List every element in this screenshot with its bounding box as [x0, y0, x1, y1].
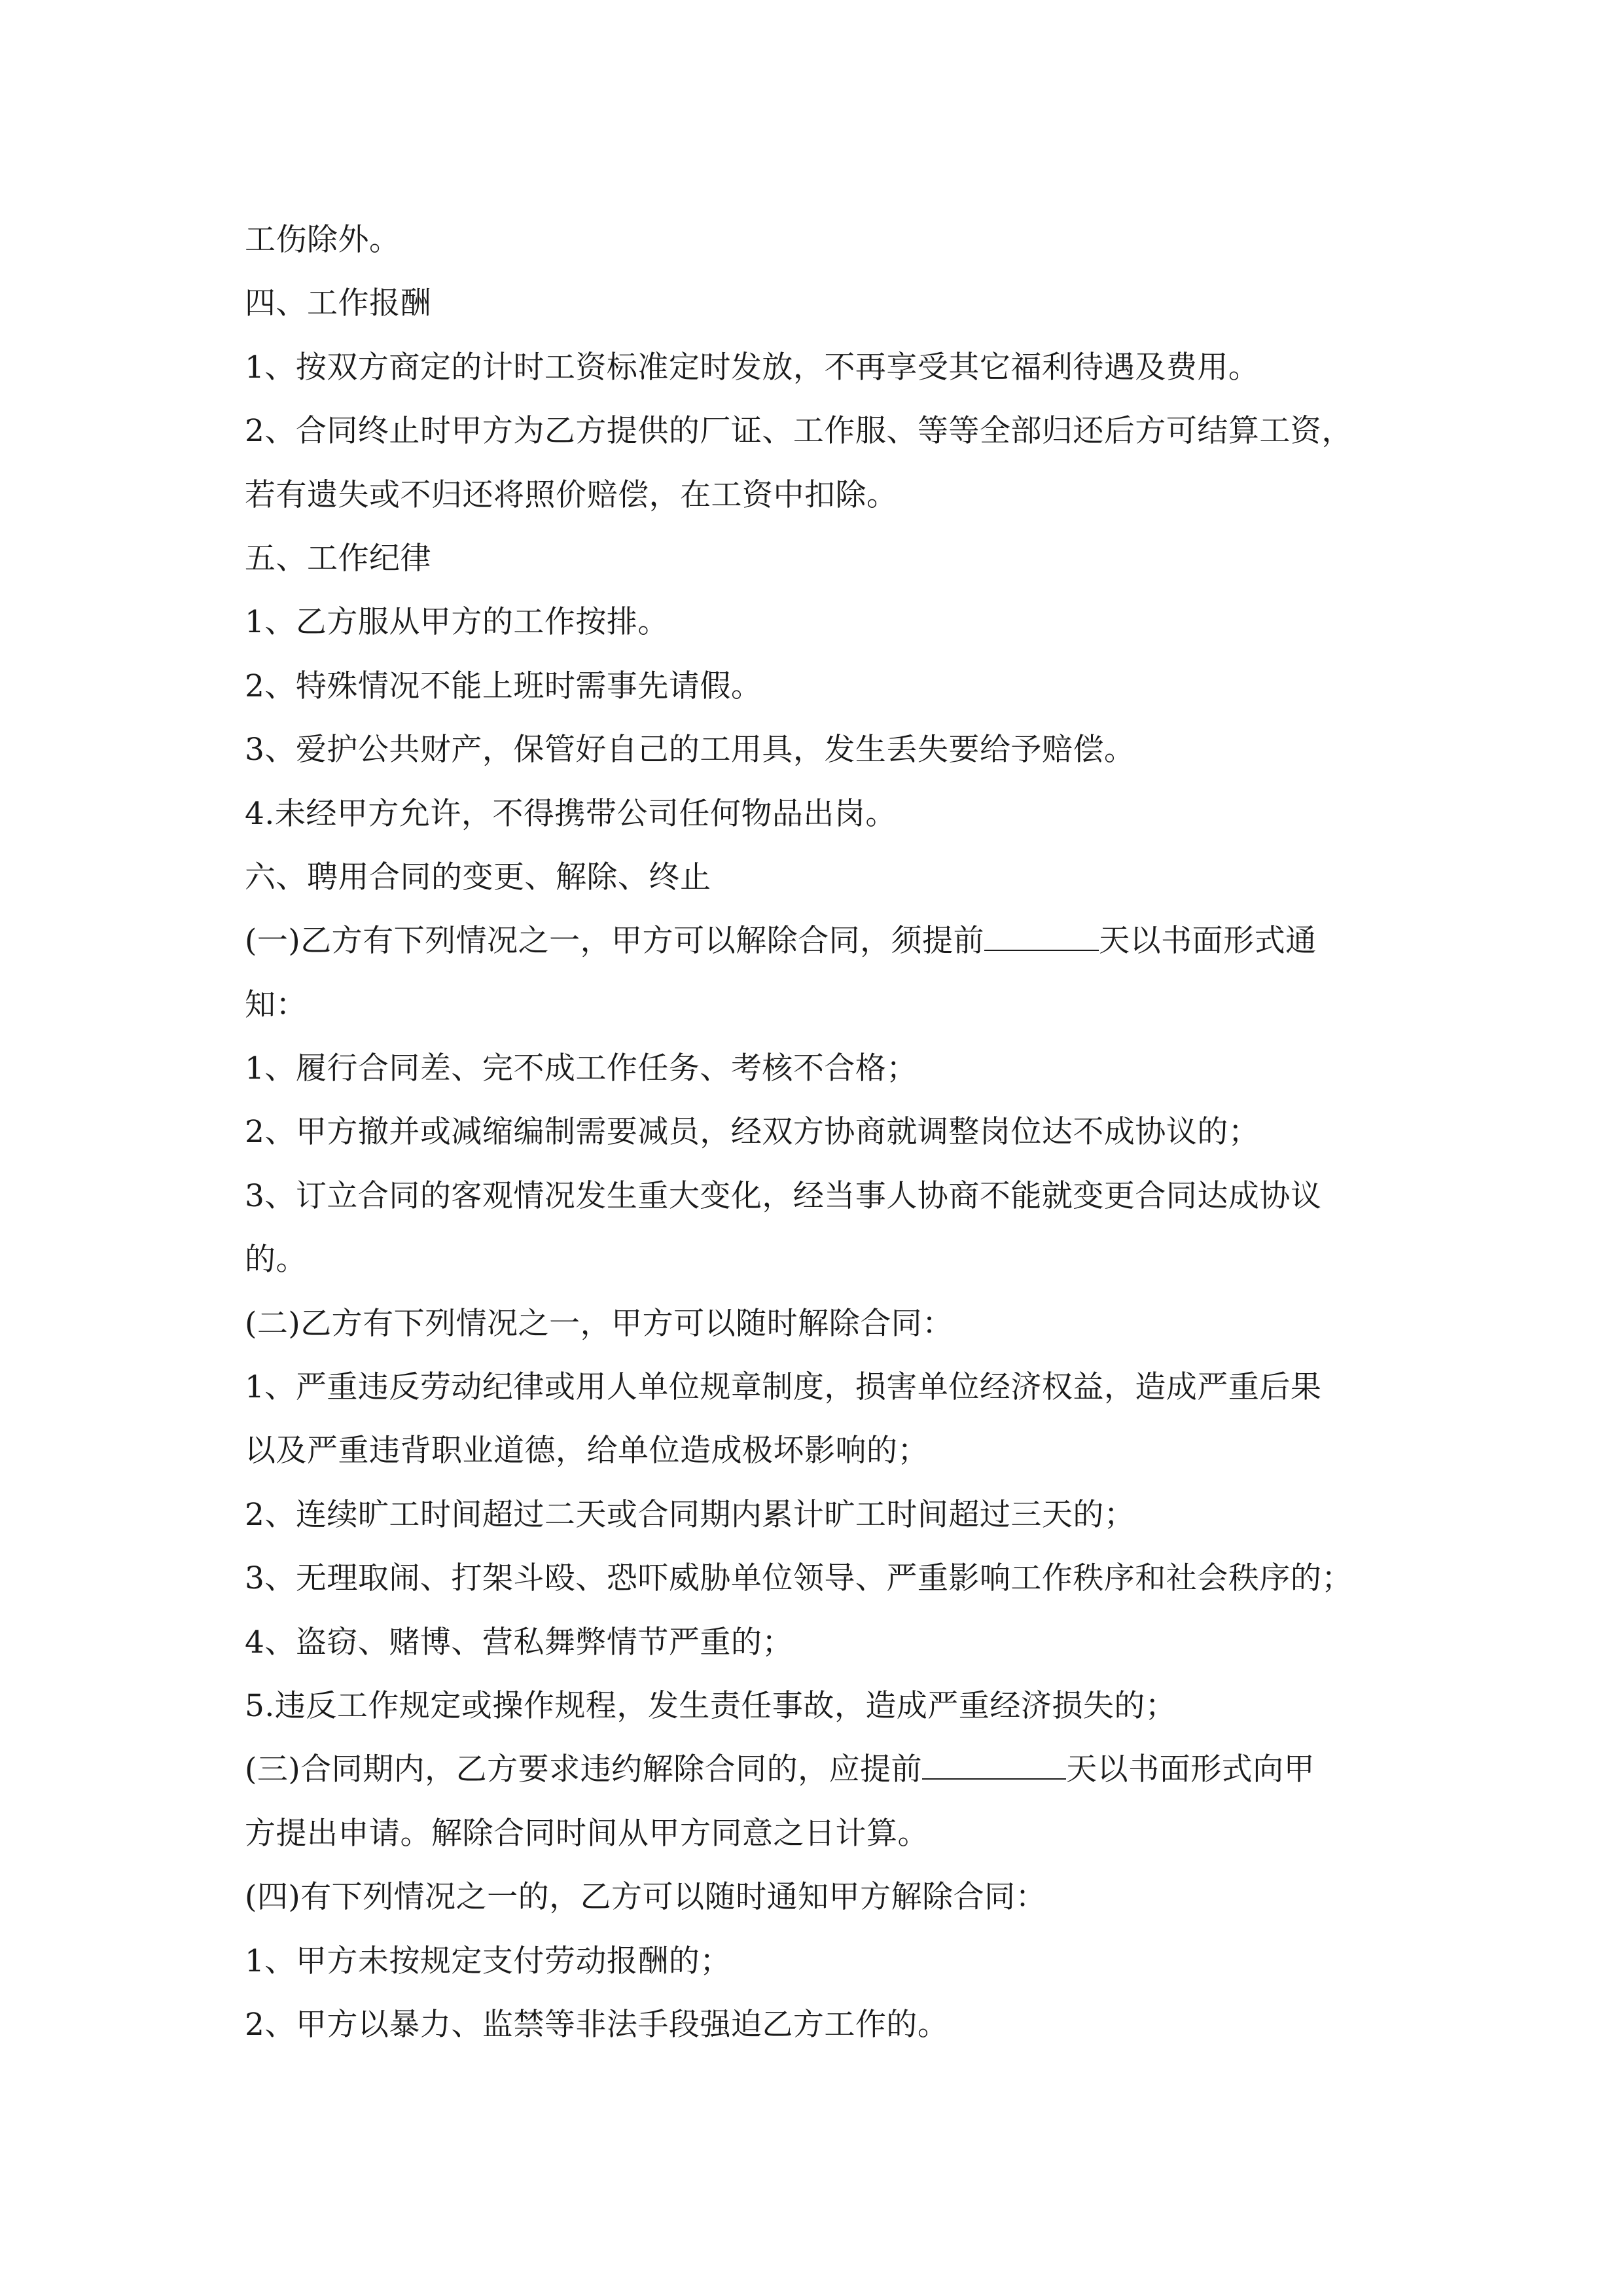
notice-days-blank [984, 922, 1099, 951]
text-line: 3、无理取闹、打架斗殴、恐吓威胁单位领导、严重影响工作秩序和社会秩序的； [245, 1560, 1353, 1597]
text-line: 5.违反工作规定或操作规程，发生责任事故，造成严重经济损失的； [245, 1687, 1177, 1724]
text-line: 4、盗窃、赌博、营私舞弊情节严重的； [245, 1624, 793, 1660]
text-line: 知： [245, 986, 307, 1023]
clause-three-line [245, 1738, 1397, 1801]
clause-three-text: (三)合同期内，乙方要求违约解除合同的，应提前 [245, 1751, 923, 1788]
section-heading: 五、工作纪律 [245, 540, 431, 577]
text-line: 4.未经甲方允许，不得携带公司任何物品出岗。 [245, 795, 897, 832]
text-line: 1、严重违反劳动纪律或用人单位规章制度，损害单位经济权益，造成严重后果 [245, 1369, 1322, 1406]
text-line: 的。 [245, 1242, 307, 1278]
text-line: 1、履行合同差、完不成工作任务、考核不合格； [245, 1050, 918, 1087]
clause-one-text-end: 天以书面形式通 [1099, 923, 1317, 960]
text-line: 3、订立合同的客观情况发生重大变化，经当事人协商不能就变更合同达成协议 [245, 1177, 1322, 1214]
text-line: 2、甲方以暴力、监禁等非法手段强迫乙方工作的。 [245, 2006, 949, 2043]
clause-three-text-end: 天以书面形式向甲 [1066, 1751, 1315, 1788]
text-line: 2、特殊情况不能上班时需事先请假。 [245, 668, 762, 704]
notice-days-blank [922, 1751, 1066, 1780]
text-line: 若有遗失或不归还将照价赔偿，在工资中扣除。 [245, 476, 898, 513]
clause-one-line [245, 909, 1397, 973]
clause-heading: (四)有下列情况之一的，乙方可以随时通知甲方解除合同： [245, 1879, 1047, 1916]
text-line: 1、乙方服从甲方的工作按排。 [245, 604, 669, 641]
text-line: 2、合同终止时甲方为乙方提供的厂证、工作服、等等全部归还后方可结算工资， [245, 413, 1353, 450]
text-line: 工伤除外。 [245, 222, 401, 258]
text-line: 以及严重违背职业道德，给单位造成极坏影响的； [245, 1433, 929, 1469]
text-line: 1、按双方商定的计时工资标准定时发放，不再享受其它福利待遇及费用。 [245, 349, 1260, 386]
text-line: 2、连续旷工时间超过二天或合同期内累计旷工时间超过三天的； [245, 1496, 1135, 1533]
contract-body [245, 208, 1397, 2056]
section-heading: 四、工作报酬 [245, 285, 431, 322]
section-heading: 六、聘用合同的变更、解除、终止 [245, 859, 711, 895]
text-line: 方提出申请。解除合同时间从甲方同意之日计算。 [245, 1815, 929, 1852]
clause-one-text: (一)乙方有下列情况之一，甲方可以解除合同，须提前 [245, 923, 985, 960]
clause-heading: (二)乙方有下列情况之一，甲方可以随时解除合同： [245, 1305, 954, 1342]
text-line: 1、甲方未按规定支付劳动报酬的； [245, 1943, 731, 1979]
text-line: 2、甲方撤并或减缩编制需要减员，经双方协商就调整岗位达不成协议的； [245, 1114, 1260, 1151]
text-line: 3、爱护公共财产，保管好自己的工用具，发生丢失要给予赔偿。 [245, 732, 1135, 768]
